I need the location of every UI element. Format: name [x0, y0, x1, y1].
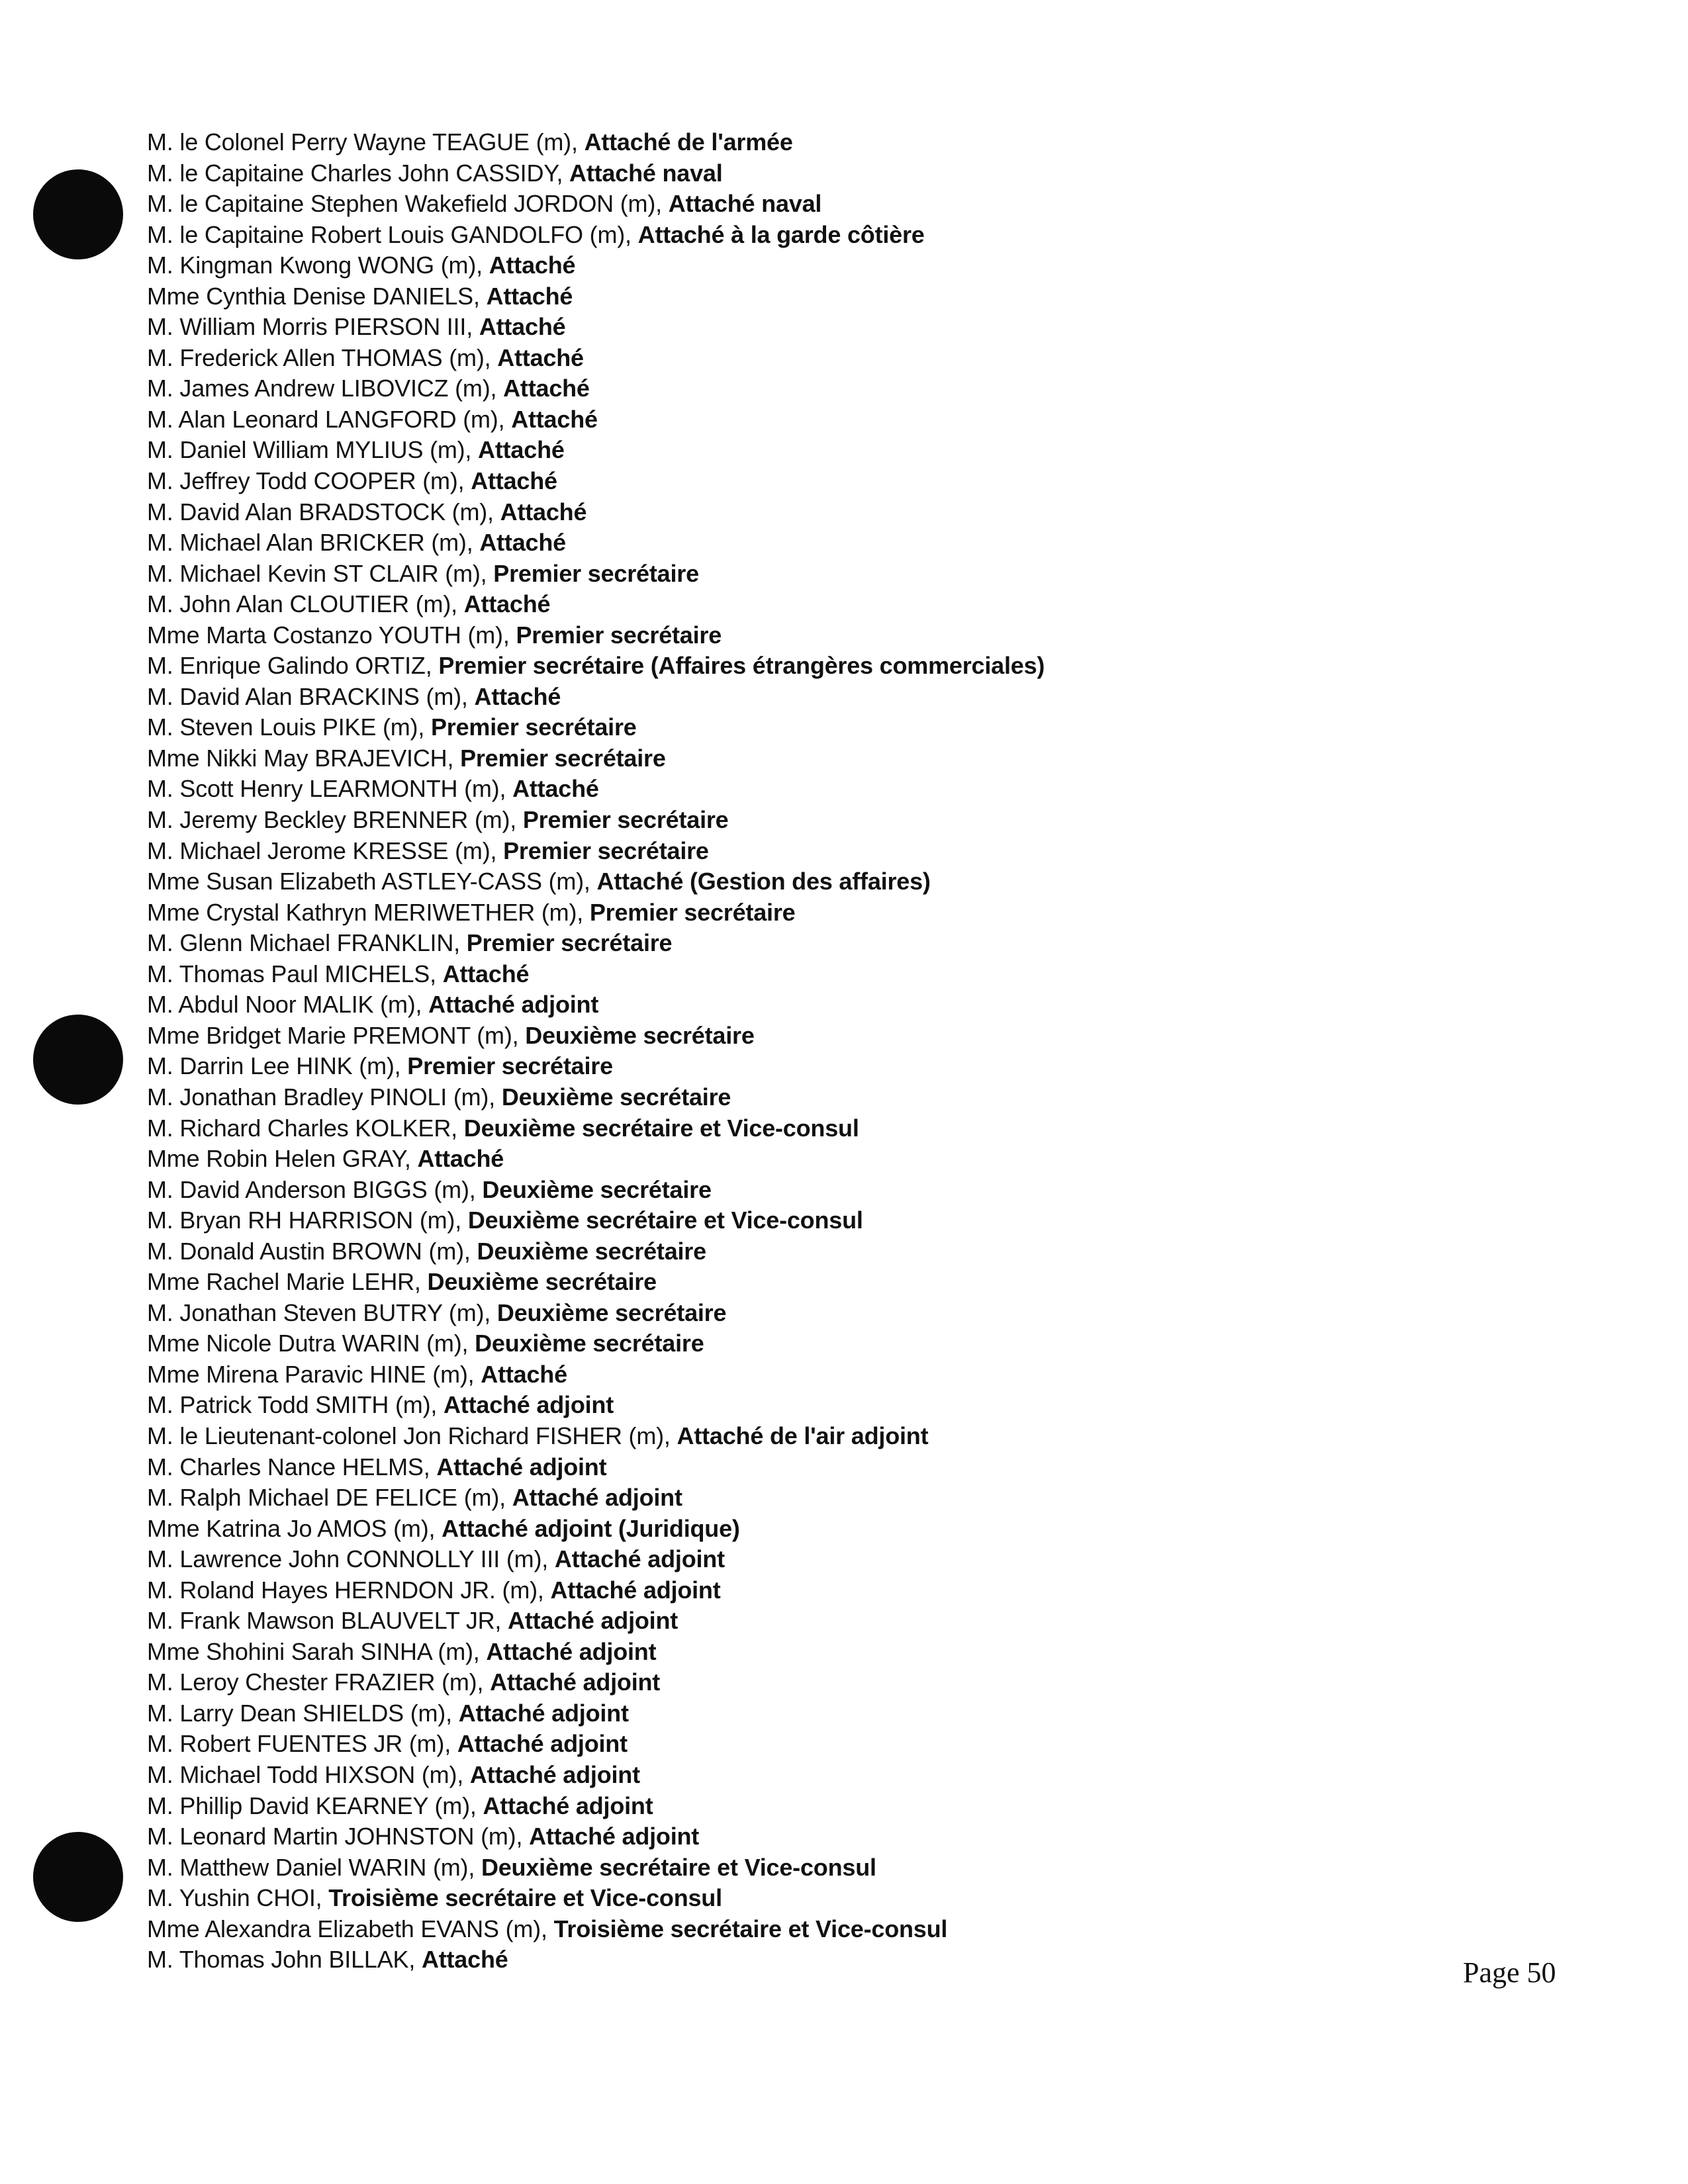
person-name: Mme Alexandra Elizabeth EVANS (m), — [147, 1915, 554, 1942]
position-title: Attaché — [442, 960, 530, 987]
list-item — [147, 373, 1045, 404]
position-title: Premier secrétaire — [589, 898, 796, 926]
list-item — [147, 559, 1045, 590]
list-item — [147, 1421, 1045, 1452]
position-title: Premier secrétaire — [407, 1052, 613, 1080]
person-name: Mme Robin Helen GRAY, — [147, 1145, 418, 1173]
list-item — [147, 1298, 1045, 1329]
punch-hole-bottom — [33, 1832, 123, 1922]
punch-hole-middle — [33, 1015, 123, 1105]
position-title: Premier secrétaire — [466, 929, 673, 957]
person-name: M. Alan Leonard LANGFORD (m), — [147, 405, 512, 433]
position-title: Premier secrétaire — [522, 806, 729, 834]
punch-hole-top — [33, 169, 123, 259]
position-title: Attaché — [486, 282, 573, 310]
list-item — [147, 404, 1045, 435]
list-item — [147, 712, 1045, 743]
list-item — [147, 1175, 1045, 1206]
person-name: M. Michael Todd HIXSON (m), — [147, 1760, 470, 1788]
person-name: Mme Shohini Sarah SINHA (m), — [147, 1637, 487, 1665]
list-item — [147, 1051, 1045, 1082]
position-title: Attaché adjoint — [436, 1453, 607, 1480]
person-name: Mme Cynthia Denise DANIELS, — [147, 282, 487, 310]
person-name: M. Leroy Chester FRAZIER (m), — [147, 1668, 491, 1696]
person-name: M. James Andrew LIBOVICZ (m), — [147, 375, 504, 402]
person-name: M. Steven Louis PIKE (m), — [147, 713, 431, 741]
list-item — [147, 1267, 1045, 1298]
position-title: Attaché adjoint — [444, 1391, 614, 1419]
person-name: Mme Nicole Dutra WARIN (m), — [147, 1330, 475, 1357]
list-item — [147, 836, 1045, 867]
list-item — [147, 774, 1045, 805]
list-item — [147, 1667, 1045, 1698]
position-title: Deuxième secrétaire et Vice-consul — [481, 1853, 876, 1881]
list-item — [147, 1606, 1045, 1637]
position-title: Premier secrétaire — [430, 713, 637, 741]
diplomatic-staff-list — [147, 127, 1045, 1976]
list-item — [147, 127, 1045, 158]
list-item — [147, 682, 1045, 713]
position-title: Deuxième secrétaire — [501, 1083, 731, 1111]
person-name: M. Larry Dean SHIELDS (m), — [147, 1699, 459, 1727]
person-name: M. Frank Mawson BLAUVELT JR, — [147, 1607, 508, 1635]
list-item — [147, 959, 1045, 990]
position-title: Deuxième secrétaire — [475, 1330, 704, 1357]
person-name: M. Roland Hayes HERNDON JR. (m), — [147, 1576, 551, 1604]
list-item — [147, 1698, 1045, 1729]
position-title: Deuxième secrétaire — [482, 1175, 712, 1203]
person-name: M. Daniel William MYLIUS (m), — [147, 436, 479, 464]
list-item — [147, 928, 1045, 959]
person-name: M. Darrin Lee HINK (m), — [147, 1052, 408, 1080]
person-name: Mme Marta Costanzo YOUTH (m), — [147, 621, 516, 649]
person-name: M. le Capitaine Stephen Wakefield JORDON (m), — [147, 190, 669, 218]
position-title: Deuxième secrétaire et Vice-consul — [467, 1206, 863, 1234]
list-item — [147, 1575, 1045, 1606]
list-item — [147, 220, 1045, 251]
position-title: Attaché adjoint — [458, 1699, 629, 1727]
list-item — [147, 1760, 1045, 1791]
list-item — [147, 866, 1045, 897]
person-name: Mme Nikki May BRAJEVICH, — [147, 744, 461, 772]
position-title: Deuxième secrétaire — [477, 1237, 706, 1265]
list-item — [147, 497, 1045, 528]
list-item — [147, 1883, 1045, 1914]
list-item — [147, 189, 1045, 220]
position-title: Attaché adjoint — [512, 1484, 682, 1512]
list-item — [147, 1791, 1045, 1822]
list-item — [147, 1113, 1045, 1144]
list-item — [147, 312, 1045, 343]
position-title: Attaché — [421, 1946, 508, 1974]
position-title: Attaché adjoint — [508, 1607, 679, 1635]
person-name: M. John Alan CLOUTIER (m), — [147, 590, 464, 618]
position-title: Premier secrétaire — [493, 559, 699, 587]
position-title: Troisième secrétaire et Vice-consul — [553, 1915, 948, 1942]
list-item — [147, 1944, 1045, 1976]
position-title: Attaché — [463, 590, 551, 618]
position-title: Attaché adjoint — [529, 1823, 700, 1850]
person-name: M. Jonathan Steven BUTRY (m), — [147, 1298, 497, 1326]
person-name: M. Jeffrey Todd COOPER (m), — [147, 467, 471, 495]
person-name: M. Thomas John BILLAK, — [147, 1946, 422, 1974]
position-title: Deuxième secrétaire — [427, 1268, 657, 1296]
list-item — [147, 620, 1045, 651]
list-item — [147, 281, 1045, 312]
list-item — [147, 527, 1045, 559]
position-title: Deuxième secrétaire — [525, 1021, 755, 1049]
position-title: Troisième secrétaire et Vice-consul — [328, 1884, 722, 1912]
person-name: M. David Alan BRACKINS (m), — [147, 682, 475, 710]
person-name: M. le Lieutenant-colonel Jon Richard FISHER (m), — [147, 1422, 677, 1449]
person-name: M. Yushin CHOI, — [147, 1884, 329, 1912]
list-item — [147, 989, 1045, 1021]
person-name: M. Donald Austin BROWN (m), — [147, 1237, 477, 1265]
list-item — [147, 743, 1045, 774]
person-name: M. Phillip David KEARNEY (m), — [147, 1792, 483, 1819]
position-title: Attaché adjoint — [490, 1668, 661, 1696]
position-title: Attaché à la garde côtière — [637, 220, 925, 248]
list-item — [147, 1637, 1045, 1668]
position-title: Attaché — [478, 436, 565, 464]
position-title: Attaché — [481, 1360, 567, 1388]
list-item — [147, 466, 1045, 497]
position-title: Attaché adjoint (Juridique) — [442, 1514, 740, 1542]
person-name: M. Bryan RH HARRISON (m), — [147, 1206, 468, 1234]
position-title: Attaché adjoint — [550, 1576, 721, 1604]
person-name: M. David Anderson BIGGS (m), — [147, 1175, 483, 1203]
person-name: M. Michael Alan BRICKER (m), — [147, 529, 480, 557]
position-title: Attaché — [479, 529, 566, 557]
list-item — [147, 1021, 1045, 1052]
person-name: M. Kingman Kwong WONG (m), — [147, 251, 489, 279]
person-name: M. Scott Henry LEARMONTH (m), — [147, 775, 513, 803]
page-number: Page 50 — [1463, 1956, 1556, 1989]
position-title: Attaché — [489, 251, 576, 279]
position-title: Attaché de l'armée — [584, 128, 793, 156]
list-item — [147, 1205, 1045, 1236]
person-name: M. Patrick Todd SMITH (m), — [147, 1391, 444, 1419]
person-name: M. Enrique Galindo ORTIZ, — [147, 652, 439, 680]
position-title: Attaché naval — [668, 190, 822, 218]
person-name: M. Thomas Paul MICHELS, — [147, 960, 443, 987]
person-name: M. Robert FUENTES JR (m), — [147, 1730, 457, 1758]
list-item — [147, 805, 1045, 836]
list-item — [147, 651, 1045, 682]
person-name: Mme Katrina Jo AMOS (m), — [147, 1514, 442, 1542]
list-item — [147, 1082, 1045, 1113]
person-name: M. le Capitaine Robert Louis GANDOLFO (m), — [147, 220, 638, 248]
position-title: Premier secrétaire — [503, 837, 709, 864]
position-title: Premier secrétaire — [460, 744, 666, 772]
position-title: Attaché — [511, 405, 598, 433]
position-title: Attaché — [497, 343, 584, 371]
list-item — [147, 250, 1045, 281]
person-name: Mme Mirena Paravic HINE (m), — [147, 1360, 481, 1388]
position-title: Premier secrétaire (Affaires étrangères commerciales) — [438, 652, 1045, 680]
list-item — [147, 1390, 1045, 1421]
person-name: M. Michael Jerome KRESSE (m), — [147, 837, 504, 864]
person-name: M. Lawrence John CONNOLLY III (m), — [147, 1545, 555, 1573]
list-item — [147, 1359, 1045, 1390]
person-name: M. le Colonel Perry Wayne TEAGUE (m), — [147, 128, 585, 156]
person-name: Mme Rachel Marie LEHR, — [147, 1268, 428, 1296]
list-item — [147, 1821, 1045, 1852]
position-title: Attaché adjoint — [486, 1637, 657, 1665]
position-title: Attaché de l'air adjoint — [677, 1422, 929, 1449]
person-name: M. le Capitaine Charles John CASSIDY, — [147, 159, 570, 187]
person-name: M. Glenn Michael FRANKLIN, — [147, 929, 467, 957]
list-item — [147, 1852, 1045, 1884]
person-name: M. David Alan BRADSTOCK (m), — [147, 498, 500, 525]
list-item — [147, 158, 1045, 189]
position-title: Attaché adjoint — [457, 1730, 628, 1758]
person-name: M. Matthew Daniel WARIN (m), — [147, 1853, 481, 1881]
list-item — [147, 589, 1045, 620]
person-name: M. Jonathan Bradley PINOLI (m), — [147, 1083, 502, 1111]
list-item — [147, 1452, 1045, 1483]
position-title: Deuxième secrétaire — [496, 1298, 727, 1326]
position-title: Deuxième secrétaire et Vice-consul — [463, 1114, 859, 1142]
person-name: M. Abdul Noor MALIK (m), — [147, 991, 429, 1019]
person-name: Mme Crystal Kathryn MERIWETHER (m), — [147, 898, 590, 926]
position-title: Attaché — [503, 375, 590, 402]
person-name: M. Richard Charles KOLKER, — [147, 1114, 464, 1142]
position-title: Attaché adjoint — [469, 1760, 640, 1788]
list-item — [147, 1514, 1045, 1545]
person-name: M. Michael Kevin ST CLAIR (m), — [147, 559, 494, 587]
list-item — [147, 1729, 1045, 1760]
list-item — [147, 1544, 1045, 1575]
position-title: Attaché (Gestion des affaires) — [596, 868, 931, 895]
person-name: M. William Morris PIERSON III, — [147, 313, 479, 341]
person-name: M. Charles Nance HELMS, — [147, 1453, 437, 1480]
person-name: Mme Bridget Marie PREMONT (m), — [147, 1021, 526, 1049]
person-name: M. Jeremy Beckley BRENNER (m), — [147, 806, 523, 834]
position-title: Attaché — [500, 498, 587, 525]
position-title: Attaché naval — [569, 159, 723, 187]
position-title: Attaché — [474, 682, 561, 710]
list-item — [147, 897, 1045, 929]
list-item — [147, 1236, 1045, 1267]
list-item — [147, 1144, 1045, 1175]
person-name: M. Leonard Martin JOHNSTON (m), — [147, 1823, 530, 1850]
list-item — [147, 1914, 1045, 1945]
position-title: Attaché adjoint — [483, 1792, 653, 1819]
position-title: Attaché — [417, 1145, 504, 1173]
list-item — [147, 1482, 1045, 1514]
position-title: Premier secrétaire — [516, 621, 722, 649]
list-item — [147, 343, 1045, 374]
person-name: Mme Susan Elizabeth ASTLEY-CASS (m), — [147, 868, 597, 895]
list-item — [147, 1328, 1045, 1359]
position-title: Attaché — [479, 313, 566, 341]
person-name: M. Ralph Michael DE FELICE (m), — [147, 1484, 512, 1512]
position-title: Attaché — [512, 775, 599, 803]
list-item — [147, 435, 1045, 466]
position-title: Attaché adjoint — [554, 1545, 725, 1573]
position-title: Attaché adjoint — [428, 991, 599, 1019]
person-name: M. Frederick Allen THOMAS (m), — [147, 343, 498, 371]
position-title: Attaché — [471, 467, 557, 495]
